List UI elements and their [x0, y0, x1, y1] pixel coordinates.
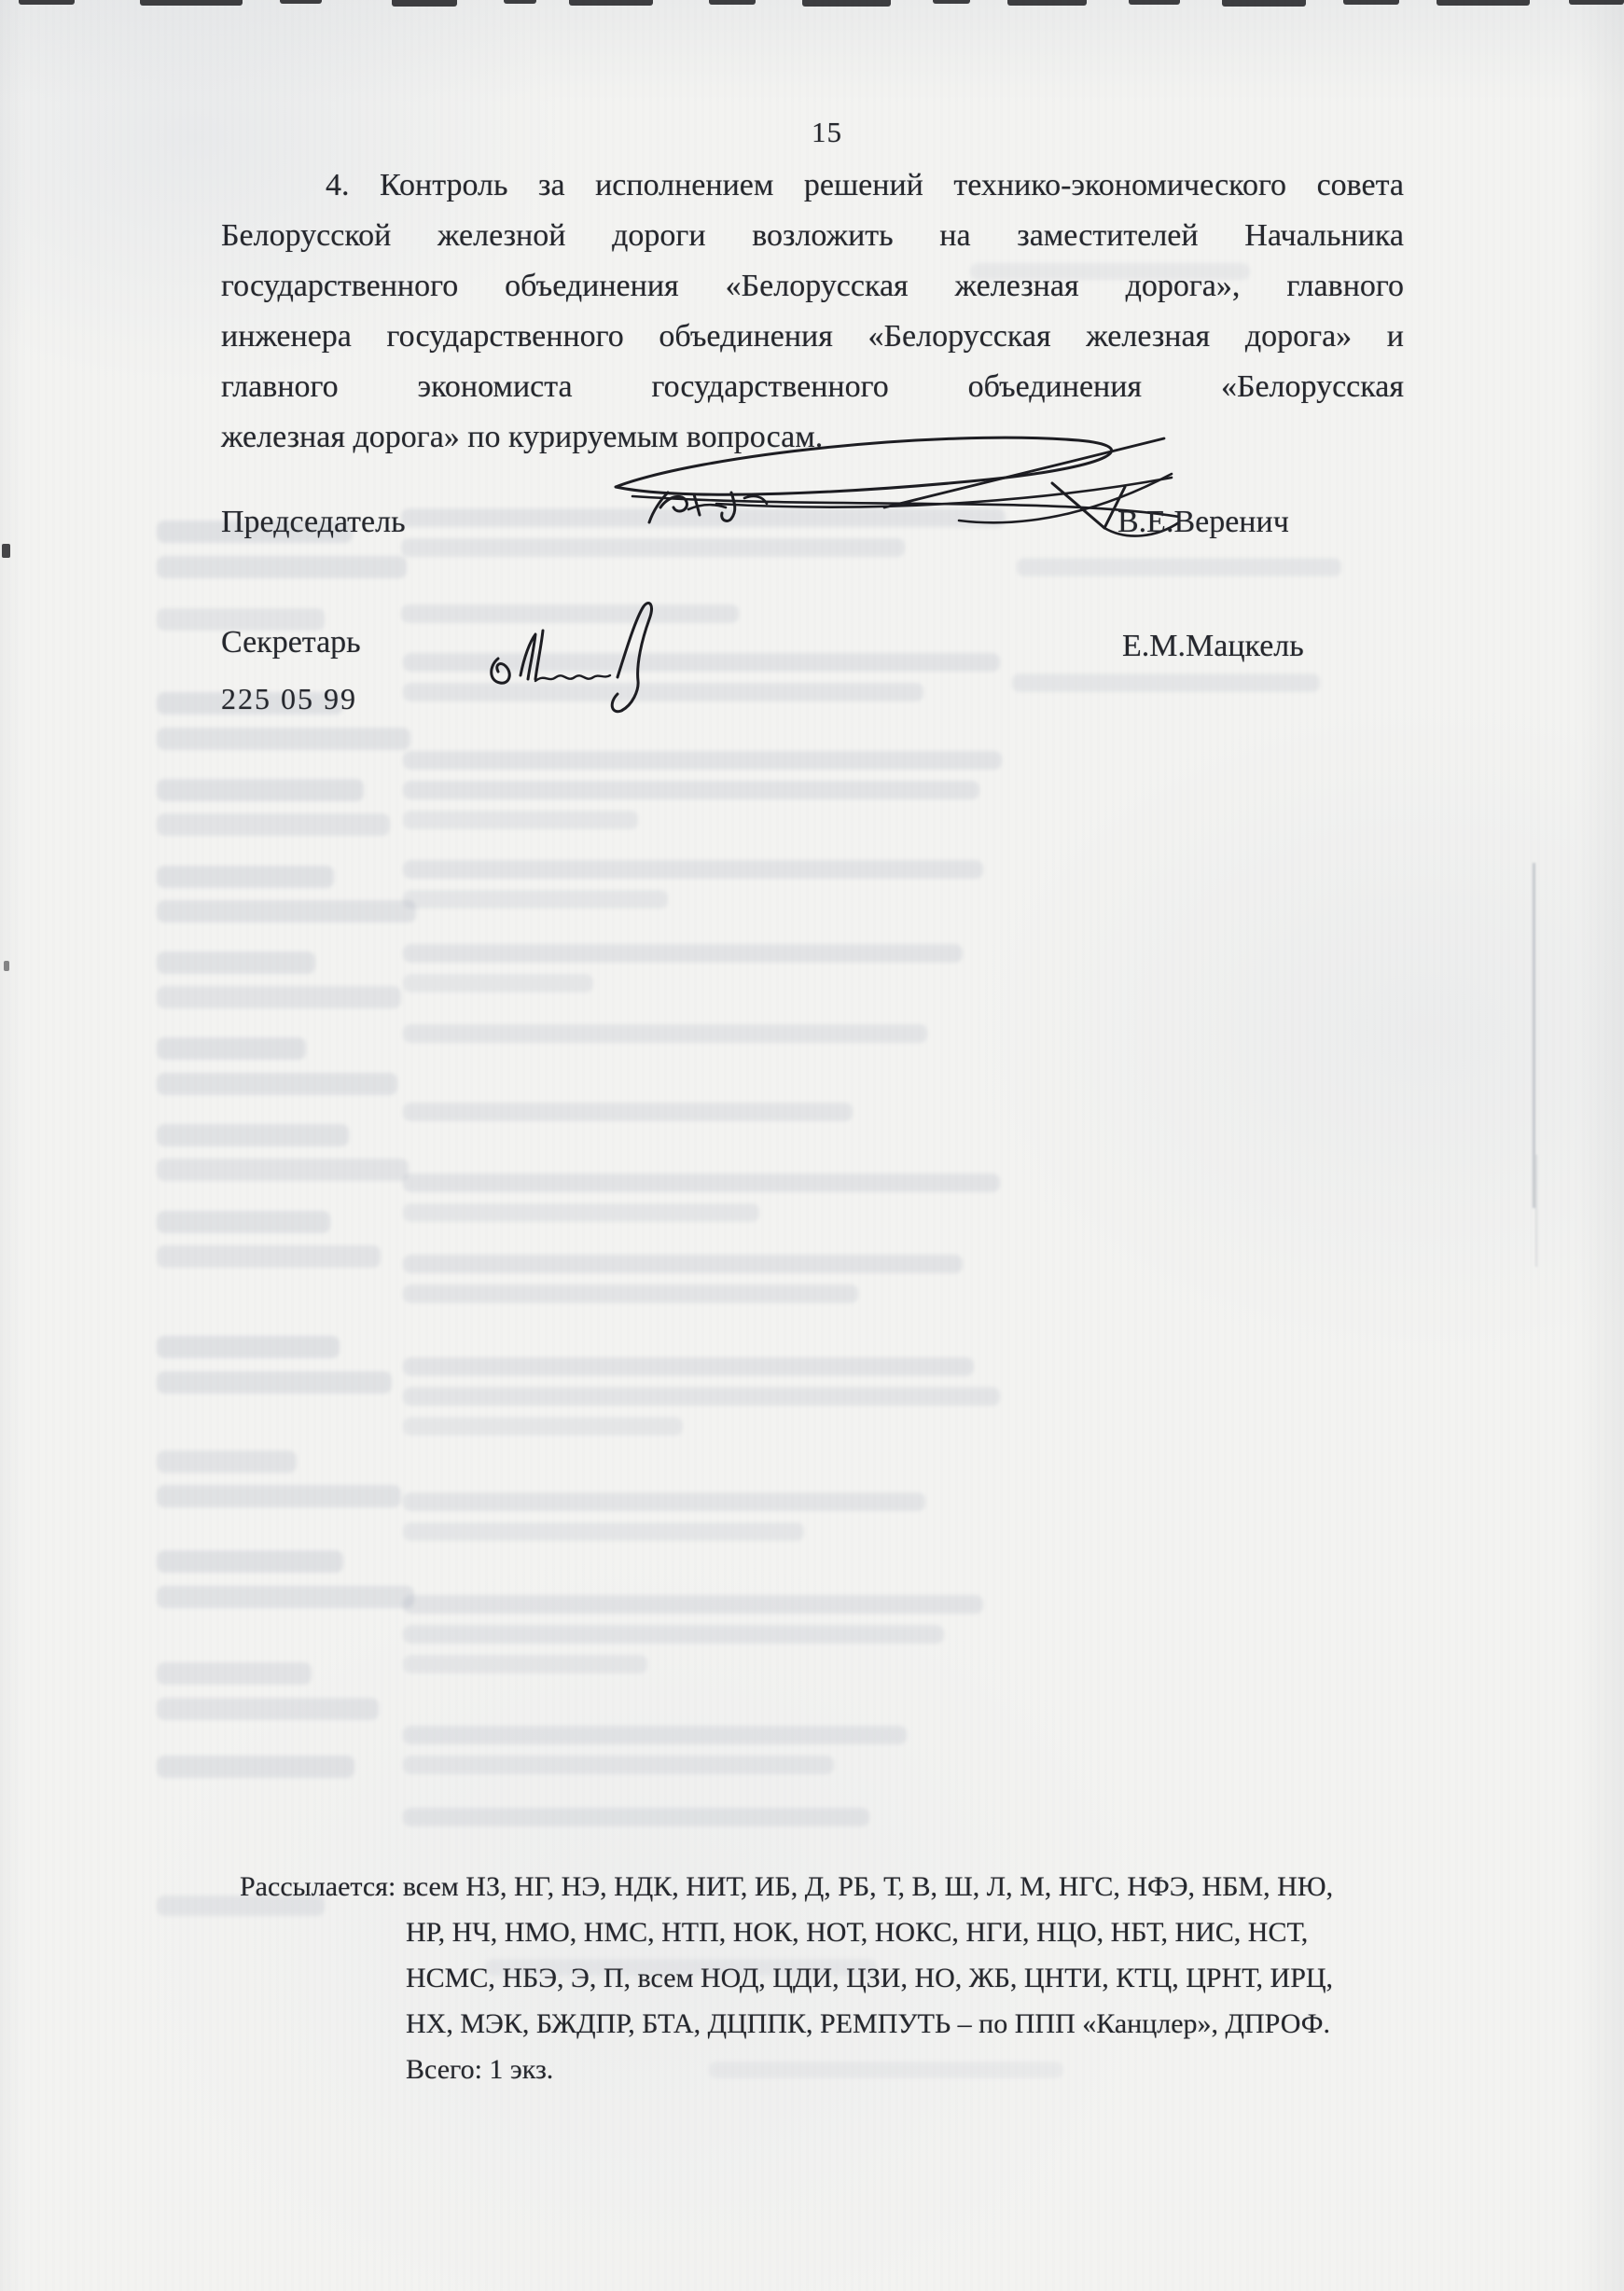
bleedthrough-line — [1012, 673, 1320, 692]
bleedthrough-line — [403, 860, 983, 879]
bleedthrough-line — [403, 1103, 853, 1121]
bleedthrough-line — [403, 974, 593, 993]
scan-artifact-top-edge-dash — [933, 0, 970, 4]
bleedthrough-line — [403, 1756, 834, 1774]
bleedthrough-line — [403, 1357, 974, 1376]
bleedthrough-line — [157, 1698, 379, 1720]
scan-artifact-top-edge-dash — [504, 0, 536, 4]
bleedthrough-line — [157, 866, 334, 888]
scan-artifact-top-edge-dash — [1569, 0, 1624, 5]
bleedthrough-line — [403, 1522, 804, 1541]
scan-artifact-top-edge-dash — [280, 0, 322, 4]
bleedthrough-line — [403, 1726, 907, 1744]
bleedthrough-line — [403, 1255, 963, 1273]
secretary-name: Е.М.Мацкель — [1122, 629, 1304, 663]
bleedthrough-line — [403, 1493, 925, 1511]
bleedthrough-line — [1017, 558, 1341, 576]
crease-line — [1535, 1155, 1537, 1267]
scan-artifact-top-edge-dash — [1007, 0, 1087, 6]
bleedthrough-line — [157, 1586, 414, 1608]
body-text-line: железная дорога» по курируемым вопросам. — [221, 420, 824, 454]
chairman-label: Председатель — [221, 505, 406, 539]
bleedthrough-line — [403, 944, 963, 963]
bleedthrough-line — [403, 1203, 759, 1222]
scan-artifact-top-edge-dash — [140, 0, 243, 6]
bleedthrough-line — [157, 1159, 409, 1181]
bleedthrough-line — [157, 1211, 330, 1233]
bleedthrough-line — [403, 1655, 647, 1673]
body-text-line: инженера государственного объединения «Белорусская железная дорога» и — [221, 319, 1404, 354]
bleedthrough-line — [157, 1245, 381, 1268]
chairman-name: В.Е.Веренич — [1117, 505, 1289, 539]
phone-date-number: 225 05 99 — [221, 682, 357, 715]
bleedthrough-line — [403, 781, 979, 799]
bleedthrough-line — [403, 1808, 869, 1826]
scan-artifact-top-edge-dash — [1343, 0, 1399, 5]
bleedthrough-line — [157, 728, 410, 750]
chairman-signature — [567, 418, 1183, 558]
scan-artifact-speck — [4, 961, 9, 971]
bleedthrough-line — [157, 1550, 343, 1573]
distribution-line: Всего: 1 экз. — [406, 2054, 554, 2085]
bleedthrough-line — [403, 1173, 1000, 1192]
scan-artifact-top-edge-dash — [569, 0, 653, 6]
body-text-line: государственного объединения «Белорусская железная дорога», главного — [221, 269, 1404, 303]
bleedthrough-line — [403, 751, 1002, 770]
scan-artifact-top-edge-dash — [19, 0, 75, 5]
page-number: 15 — [812, 116, 842, 148]
bleedthrough-line — [157, 1371, 392, 1394]
body-text-line: Белорусской железной дороги возложить на заместителей Начальника — [221, 218, 1404, 253]
bleedthrough-line — [403, 890, 668, 909]
bleedthrough-line — [403, 1387, 1000, 1406]
distribution-list — [240, 1864, 1452, 2092]
bleedthrough-line — [403, 1024, 927, 1043]
bleedthrough-line — [157, 986, 401, 1008]
scan-artifact-top-edge-dash — [709, 0, 756, 5]
bleedthrough-line — [157, 556, 407, 578]
secretary-label: Секретарь — [221, 625, 361, 660]
bleedthrough-line — [157, 813, 390, 836]
bleedthrough-line — [157, 1451, 297, 1473]
bleedthrough-line — [157, 1756, 354, 1778]
bleedthrough-line — [157, 1336, 340, 1358]
distribution-line: Рассылается: всем НЗ, НГ, НЭ, НДК, НИТ, ИБ, Д, РБ, Т, В, Ш, Л, М, НГС, НФЭ, НБМ, НЮ, — [240, 1871, 1334, 1902]
distribution-line: НСМС, НБЭ, Э, П, всем НОД, ЦДИ, ЦЗИ, НО, ЖБ, ЦНТИ, КТЦ, ЦРНТ, ИРЦ, — [406, 1963, 1334, 1993]
bleedthrough-line — [403, 1284, 858, 1303]
bleedthrough-line — [157, 1124, 349, 1146]
scan-artifact-top-edge-dash — [392, 0, 457, 7]
scan-artifact-top-edge-dash — [1437, 0, 1530, 6]
scan-artifact-top-edge-dash — [802, 0, 891, 7]
bleedthrough-line — [157, 1662, 312, 1685]
scan-artifact-top-edge-dash — [1129, 0, 1180, 5]
body-text-line: главного экономиста государственного объединения «Белорусская — [221, 369, 1404, 404]
distribution-line: НР, НЧ, НМО, НМС, НТП, НОК, НОТ, НОКС, НГИ, НЦО, НБТ, НИС, НСТ, — [406, 1917, 1309, 1948]
scan-artifact-top-edge-dash — [1222, 0, 1306, 7]
bleedthrough-line — [403, 1595, 983, 1614]
bleedthrough-line — [157, 900, 416, 923]
bleedthrough-line — [403, 1625, 944, 1644]
bleedthrough-line — [157, 1073, 397, 1095]
distribution-line: НХ, МЭК, БЖДПР, БТА, ДЦППК, РЕМПУТЬ – по ППП «Канцлер», ДПРОФ. — [406, 2008, 1330, 2039]
scan-artifact-speck — [2, 544, 10, 558]
bleedthrough-line — [157, 951, 315, 974]
bleedthrough-line — [157, 779, 364, 801]
bleedthrough-line — [403, 1417, 683, 1436]
bleedthrough-line — [403, 811, 638, 829]
secretary-signature — [478, 586, 701, 726]
bleedthrough-line — [157, 1485, 401, 1507]
body-text-line: 4. Контроль за исполнением решений технико-экономического совета — [326, 168, 1404, 202]
bleedthrough-line — [157, 1037, 306, 1060]
